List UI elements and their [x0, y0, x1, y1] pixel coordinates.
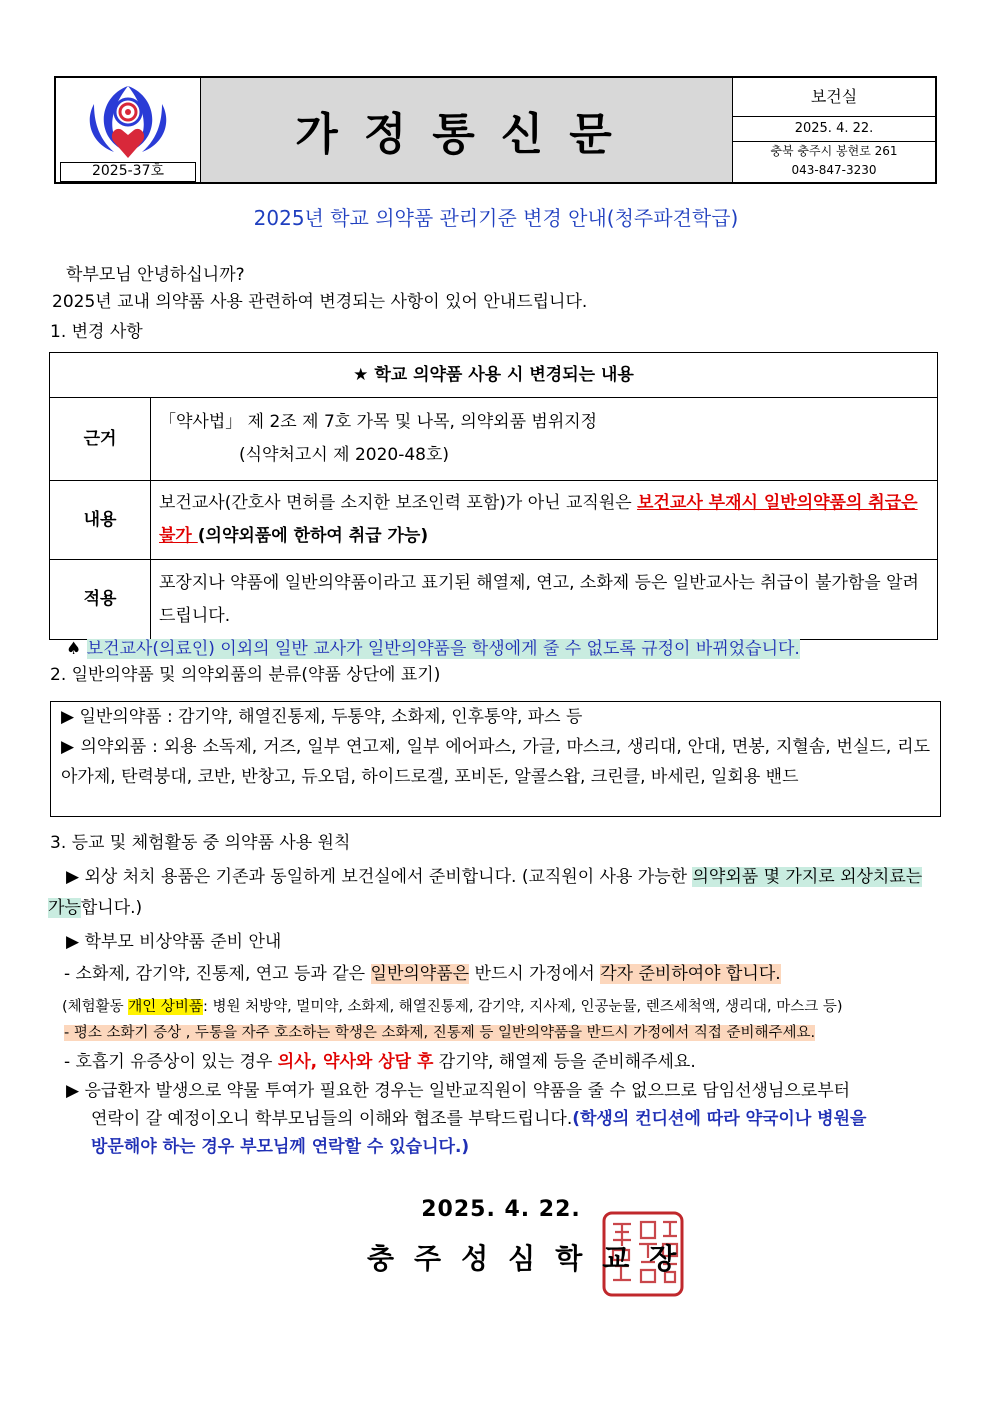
newsletter-header [54, 76, 937, 184]
content-note: (의약외품에 한하여 취급 가능) [197, 526, 429, 546]
contact-info [733, 142, 935, 180]
department: 보건실 [733, 78, 935, 117]
row-label-content: 내용 [50, 481, 151, 560]
first-aid-highlight: 의약외품 몇 가지로 외상치료는 [692, 867, 923, 887]
principal-name: 충주성심학교장 [367, 1242, 697, 1275]
change-table [49, 352, 938, 640]
emergency-text: 연락이 갈 예정이오니 학부모님들의 이해와 협조를 부탁드립니다. [91, 1109, 573, 1129]
note-rule-change [66, 636, 800, 662]
intro-text: 2025년 교내 의약품 사용 관련하여 변경되는 사항이 있어 안내드립니다. [52, 292, 588, 312]
dash-respiratory [64, 1049, 696, 1075]
field-trip-hl: 개인 상비품 [128, 999, 203, 1015]
issue-number: 2025-37호 [60, 162, 196, 182]
resp-c: 감기약, 해열제 등을 준비해주세요. [433, 1052, 696, 1072]
otc-home-hl2: 각자 준비하여야 합니다. [600, 964, 781, 984]
issue-date: 2025. 4. 22. [733, 116, 935, 142]
phone: 043-847-3230 [791, 163, 877, 177]
dash-field-trip [62, 994, 843, 1020]
basis-subtext: (식약처고시 제 2020-48호) [239, 445, 450, 465]
info-cell [733, 78, 935, 182]
otc-home-mid: 반드시 가정에서 [469, 964, 601, 984]
row-label-basis: 근거 [50, 398, 151, 481]
content-emphasis: 보건교사 부재시 일반의약품의 취급은 불가 [159, 493, 918, 546]
emergency-note: (학생의 컨디션에 따라 약국이나 병원을 [572, 1109, 867, 1129]
otc-home-text: - 소화제, 감기약, 진통제, 연고 등과 같은 [64, 964, 371, 984]
classification-box [50, 701, 941, 817]
first-aid-highlight-2: 가능 [48, 898, 81, 918]
signature-date: 2025. 4. 22. [421, 1197, 581, 1222]
address: 충북 충주시 봉현로 261 [770, 144, 898, 158]
section-1-title: 1. 변경 사항 [50, 322, 143, 342]
emergency-note-2 [91, 1134, 469, 1160]
school-logo-icon [84, 80, 172, 160]
quasi-drug-list: ▶ 의약외품 : 외용 소독제, 거즈, 일부 연고제, 일부 에어파스, 가글, 마스크, 생리대, 안대, 면봉, 지혈솜, 번실드, 리도아가제, 탄력붕대, 코반, 반창고, 듀오덤, 하이드로겔, 포비돈, 알콜스왑, 크린클, 바세린, 일회용 밴드 [61, 737, 930, 787]
digestive-text: - 평소 소화기 증상 , 두통을 자주 호소하는 학생은 소화제, 진통제 등 일반의약품을 반드시 가정에서 직접 준비해주세요. [64, 1025, 816, 1041]
first-aid-cont [48, 895, 142, 921]
dash-otc-home [64, 961, 781, 987]
table-heading: ★ 학교 의약품 사용 시 변경되는 내용 [50, 353, 938, 398]
resp-a: - 호흡기 유증상이 있는 경우 [64, 1052, 278, 1072]
newsletter-title: 가정통신문 [201, 78, 733, 182]
bullet-emergency: ▶ 응급환자 발생으로 약물 투여가 필요한 경우는 일반교직원이 약품을 줄 수 없으므로 담임선생님으로부터 [66, 1081, 851, 1101]
spade-icon: ♠ [66, 639, 82, 659]
apply-text: 포장지나 약품에 일반의약품이라고 표기된 해열제, 연고, 소화제 등은 일반교사는 취급이 불가함을 알려드립니다. [151, 560, 938, 640]
logo-cell [56, 78, 201, 182]
section-3-title: 3. 등교 및 체험활동 중 의약품 사용 원칙 [50, 833, 351, 853]
note-text: 보건교사(의료인) 이외의 일반 교사가 일반의약품을 학생에게 줄 수 없도록 규정이 바뀌었습니다. [86, 639, 800, 659]
content-text: 보건교사(간호사 면허를 소지한 보조인력 포함)가 아닌 교직원은 [159, 493, 638, 513]
otc-list: ▶ 일반의약품 : 감기약, 해열진통제, 두통약, 소화제, 인후통약, 파스 등 [61, 707, 583, 727]
dash-digestive [64, 1020, 815, 1046]
bullet-first-aid [66, 864, 922, 890]
row-label-apply: 적용 [50, 560, 151, 640]
otc-home-hl: 일반의약품은 [370, 964, 470, 984]
bullet-parent-prep: ▶ 학부모 비상약품 준비 안내 [66, 932, 282, 952]
document-title: 2025년 학교 의약품 관리기준 변경 안내(청주파견학급) [253, 206, 739, 230]
greeting: 학부모님 안녕하십니까? [66, 265, 245, 285]
basis-text: 「약사법」 제 2조 제 7호 가목 및 나목, 의약외품 범위지정 [159, 412, 598, 432]
field-trip-a: (체험활동 [62, 999, 129, 1015]
first-aid-text: ▶ 외상 처치 용품은 기존과 동일하게 보건실에서 준비합니다. (교직원이 사용 가능한 [66, 867, 693, 887]
row-basis [151, 398, 938, 481]
first-aid-end: 합니다.) [80, 898, 143, 918]
emergency-note-end: 방문해야 하는 경우 부모님께 연락할 수 있습니다.) [91, 1137, 470, 1157]
resp-emphasis: 의사, 약사와 상담 후 [277, 1052, 434, 1072]
emergency-cont [91, 1106, 866, 1132]
row-content [151, 481, 938, 560]
field-trip-list: : 병원 처방약, 멀미약, 소화제, 해열진통제, 감기약, 지사제, 인공눈물, 렌즈세척액, 생리대, 마스크 등) [202, 999, 843, 1015]
section-2-title: 2. 일반의약품 및 의약외품의 분류(약품 상단에 표기) [50, 665, 441, 685]
